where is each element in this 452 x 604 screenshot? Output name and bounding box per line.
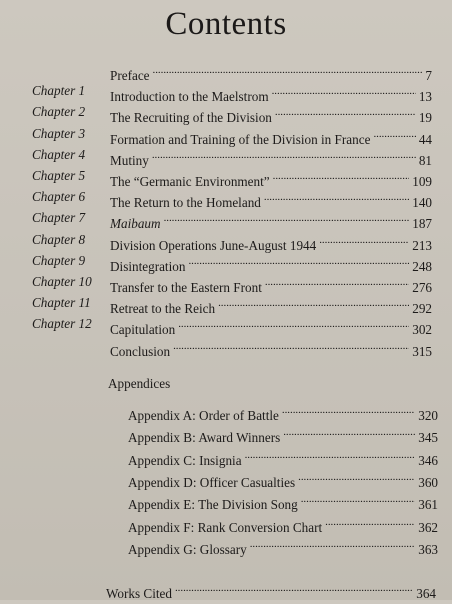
chapter-number: Chapter 8 xyxy=(32,231,86,247)
leader-dots xyxy=(319,230,409,250)
chapter-number: Chapter 3 xyxy=(32,125,86,141)
page-title: Contents xyxy=(165,6,287,42)
entry-page: 19 xyxy=(418,110,432,126)
leader-dots xyxy=(218,293,409,313)
chapter-number: Chapter 9 xyxy=(32,252,86,268)
entry-label: Appendix D: Officer Casualties xyxy=(128,474,296,490)
entry-label: Retreat to the Reich xyxy=(110,301,216,317)
leader-dots xyxy=(325,512,415,532)
leader-dots xyxy=(273,166,410,186)
entry-label: Works Cited xyxy=(106,586,172,601)
toc-entry xyxy=(32,272,432,295)
entry-page: 320 xyxy=(418,408,438,423)
entry-page: 248 xyxy=(412,258,432,274)
entry-page: 302 xyxy=(412,322,432,338)
appendix-entry xyxy=(128,400,438,423)
leader-dots xyxy=(272,81,416,101)
toc-entry xyxy=(32,208,432,232)
toc-entry xyxy=(32,166,432,189)
entry-label: Appendix C: Insignia xyxy=(128,452,242,468)
leader-dots xyxy=(173,336,409,356)
toc-entry xyxy=(32,293,432,317)
entry-page: 13 xyxy=(418,89,432,105)
entry-page: 109 xyxy=(412,174,432,189)
leader-dots xyxy=(298,467,415,487)
entry-page: 213 xyxy=(412,237,432,253)
appendix-entry xyxy=(128,422,438,446)
entry-label: The Recruiting of the Division xyxy=(110,110,272,126)
entry-label: Preface xyxy=(110,68,150,83)
toc-entry xyxy=(32,230,432,253)
chapter-number: Chapter 12 xyxy=(32,316,92,332)
entry-page: 345 xyxy=(418,430,438,446)
entry-label: Conclusion xyxy=(110,343,171,359)
leader-dots xyxy=(152,145,416,165)
chapter-number: Chapter 10 xyxy=(32,274,92,289)
entry-page: 360 xyxy=(418,474,438,490)
chapter-number: Chapter 6 xyxy=(32,189,86,205)
chapter-number: Chapter 1 xyxy=(32,83,86,99)
entry-page: 315 xyxy=(412,343,432,359)
leader-dots xyxy=(264,187,409,207)
entry-page: 44 xyxy=(418,131,432,147)
leader-dots xyxy=(178,314,409,334)
entry-label: Maibaum xyxy=(110,216,161,232)
appendices-heading: Appendices xyxy=(108,376,171,391)
entry-page: 363 xyxy=(418,541,438,557)
toc-entry xyxy=(110,336,432,359)
entry-label: Formation and Training of the Division in France xyxy=(110,131,371,147)
chapter-number: Chapter 2 xyxy=(32,104,86,120)
toc-entry-works-cited xyxy=(106,578,436,601)
appendix-entry xyxy=(128,489,438,513)
leader-dots xyxy=(175,578,413,598)
entry-page: 7 xyxy=(425,68,432,83)
entry-label: Appendix A: Order of Battle xyxy=(128,408,279,423)
entry-page: 81 xyxy=(418,152,432,168)
entry-label: Mutiny xyxy=(110,152,149,168)
entry-page: 362 xyxy=(418,519,438,535)
toc-entry xyxy=(32,251,432,274)
entry-label: Transfer to the Eastern Front xyxy=(110,280,262,295)
toc-entry xyxy=(32,314,432,338)
entry-label: Disintegration xyxy=(110,258,186,274)
entry-label: Appendix F: Rank Conversion Chart xyxy=(128,519,323,535)
toc-entry xyxy=(32,187,432,211)
entry-label: Introduction to the Maelstrom xyxy=(110,89,269,105)
entry-page: 140 xyxy=(412,195,432,211)
leader-dots xyxy=(265,272,409,292)
toc-entry xyxy=(32,145,432,168)
leader-dots xyxy=(282,400,415,420)
chapter-number: Chapter 11 xyxy=(32,295,91,311)
leader-dots xyxy=(301,489,415,509)
entry-label: Division Operations June-August 1944 xyxy=(110,237,317,253)
appendix-entry xyxy=(128,445,438,468)
entry-label: Appendix B: Award Winners xyxy=(128,430,281,446)
entry-page: 187 xyxy=(412,216,432,232)
entry-page: 364 xyxy=(416,586,436,601)
leader-dots xyxy=(188,251,409,271)
entry-page: 361 xyxy=(418,497,438,513)
leader-dots xyxy=(250,534,416,554)
appendix-entry xyxy=(128,534,438,557)
entry-label: The “Germanic Environment” xyxy=(110,174,270,189)
leader-dots xyxy=(245,445,416,465)
chapter-number: Chapter 4 xyxy=(32,146,86,162)
chapter-number: Chapter 5 xyxy=(32,168,86,183)
appendix-entry xyxy=(128,512,438,535)
toc-entry xyxy=(32,124,432,147)
toc-entry xyxy=(32,102,432,126)
appendix-entry xyxy=(128,467,438,490)
leader-dots xyxy=(164,208,410,228)
toc-entry xyxy=(110,60,432,83)
toc-entry xyxy=(32,81,432,105)
entry-label: Capitulation xyxy=(110,322,176,338)
leader-dots xyxy=(373,124,415,144)
entry-label: The Return to the Homeland xyxy=(110,195,261,211)
entry-label: Appendix E: The Division Song xyxy=(128,497,298,513)
entry-page: 276 xyxy=(412,280,432,295)
entry-page: 292 xyxy=(412,301,432,317)
leader-dots xyxy=(275,102,416,122)
leader-dots xyxy=(153,60,423,80)
leader-dots xyxy=(283,422,415,442)
entry-label: Appendix G: Glossary xyxy=(128,541,247,557)
entry-page: 346 xyxy=(418,452,438,468)
chapter-number: Chapter 7 xyxy=(32,210,86,226)
